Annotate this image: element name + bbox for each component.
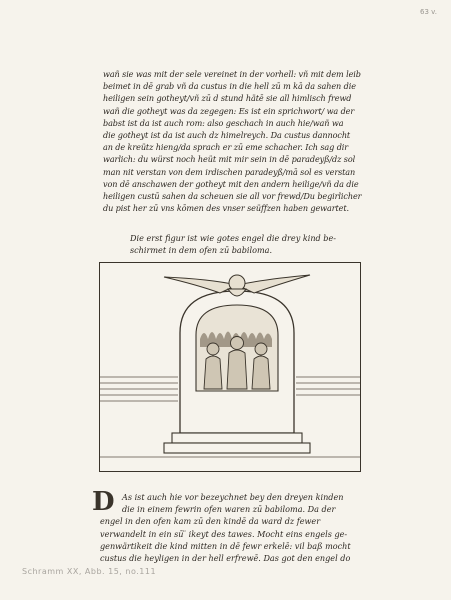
figure-caption	[130, 232, 395, 256]
text-line: man nit verstan von dem irdischen paradeyß/mā sol es verstan	[103, 166, 356, 177]
text-line: wañ die gotheyt was da zegegen: Es ist ein sprichwort/ wa der	[103, 105, 355, 116]
text-line: die gotheyt ist da ist auch dz himelreych. Da custus dannocht	[103, 130, 351, 141]
caption-line: schirmet in dem ofen zū babiloma.	[130, 245, 273, 255]
text-line: heiligen sein gotheyt/vñ zū d stund hätē sie all himlisch frewd	[103, 93, 352, 104]
text-line: engel in den ofen kam zū den kindē da ward dz fewer	[100, 516, 321, 527]
text-line: genwärtikeit die kind mitten in dē fewr erkelē: vil baß mocht	[100, 540, 351, 551]
caption-line: Die erst figur ist wie gotes engel die drey kind be-	[130, 233, 336, 243]
text-line: an de kreütz hieng/da sprach er zū eme schacher. Ich sag dir	[103, 142, 349, 153]
text-line: von dē anschawen der gotheyt mit den andern heilige/vñ da die	[103, 178, 359, 189]
woodcut-drawing	[100, 263, 360, 471]
text-line: verwandelt in ein sū ̈ ikeyt des tawes. Mocht eins engels ge-	[100, 528, 348, 539]
text-line: warlich: du würst noch heüt mit mir sein in dē paradeyß/dz sol	[103, 154, 356, 165]
page-number: 63 v.	[420, 8, 437, 16]
catalog-annotation: Schramm XX, Abb. 15, no.111	[22, 567, 157, 576]
main-text-block	[103, 68, 388, 214]
text-line: beimet in dē grab vñ da custus in die hell zū m kā da sahen die	[103, 81, 356, 92]
text-line: die in einem fewrin ofen waren zū babiloma. Da der	[122, 504, 336, 515]
text-line: heiligen custū sahen da scheuen sie all vor frewd/Du begirlicher	[103, 191, 362, 202]
bottom-text-block	[100, 491, 388, 564]
text-line: custus die heyligen in der hell erfrewē. Das got den engel do	[100, 553, 351, 564]
text-line: babst ist da ist auch rom: also geschach in auch hie/wañ wa	[103, 117, 344, 128]
text-line: wañ sie was mit der sele vereinet in der vorhell: vñ mit dem leib	[103, 69, 361, 79]
text-line: du pist her zū vns kōmen des vnser seüffzen haben gewartet.	[103, 203, 349, 214]
woodcut-illustration	[99, 262, 361, 472]
drop-capital: D	[92, 487, 115, 517]
text-line: As ist auch hie vor bezeychnet bey den dreyen kinden	[122, 492, 344, 502]
